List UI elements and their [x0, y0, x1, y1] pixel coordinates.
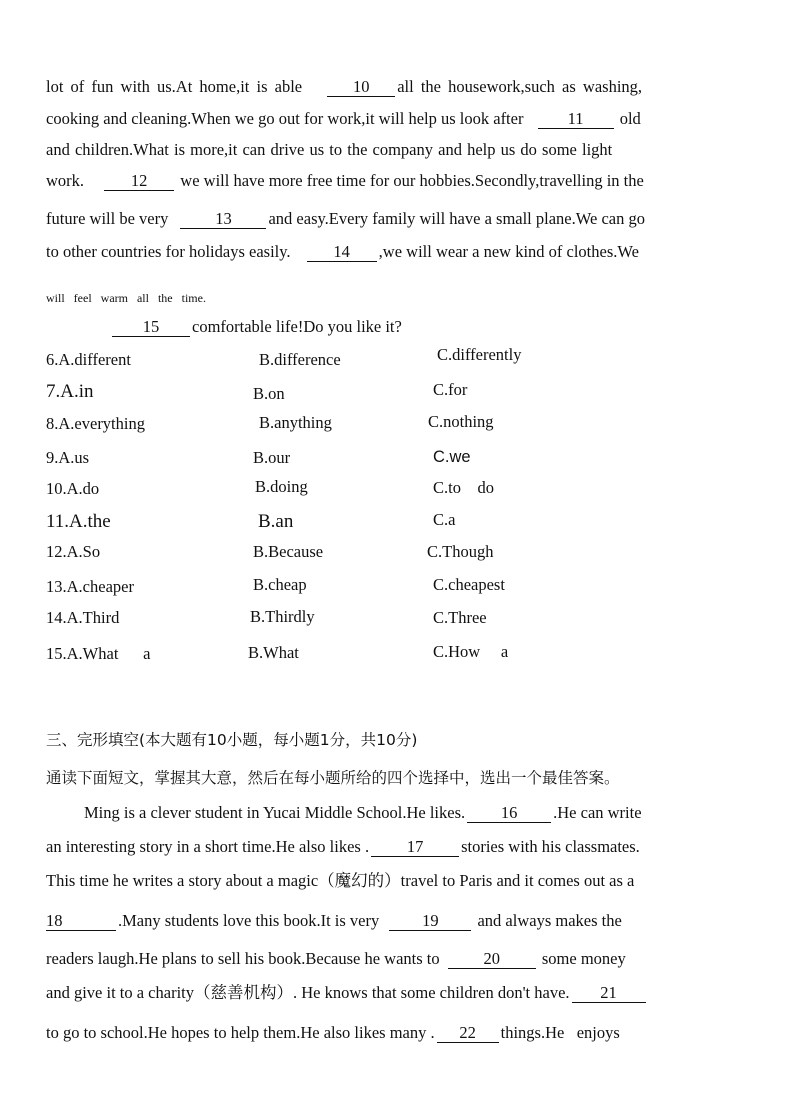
blank-18: 18	[46, 912, 116, 931]
blank-21: 21	[572, 984, 646, 1003]
blank-17: 17	[371, 838, 459, 857]
option-c: C.nothing	[428, 412, 494, 431]
passage-line	[46, 139, 612, 161]
option-c: C.to do	[433, 478, 494, 497]
option-a: 11.A.the	[46, 511, 111, 532]
text: we will have more free time for our hobbies.Secondly,travelling in the	[180, 171, 644, 190]
passage-line	[46, 170, 644, 192]
option-b: B.What	[248, 643, 299, 662]
option-b: B.Because	[253, 542, 324, 561]
option-a: 8.A.everything	[46, 414, 145, 433]
option-a: 12.A.So	[46, 542, 101, 561]
option-a: 6.A.different	[46, 350, 131, 369]
blank-20: 20	[448, 950, 536, 969]
passage-line	[46, 1022, 620, 1044]
text: and children.What is more,it can drive us to the company and help us do some light	[46, 140, 613, 159]
option-c: C.Though	[427, 542, 494, 561]
text: .Many students love this book.It is very	[118, 911, 380, 930]
option-c: C.for	[433, 380, 468, 399]
passage-line	[46, 910, 622, 932]
text: readers laugh.He plans to sell his book.Because he wants to	[46, 949, 440, 968]
text: an interesting story in a short time.He also likes .	[46, 837, 370, 856]
option-b: B.Thirdly	[250, 607, 315, 626]
section-heading: 三、完形填空(本大题有10小题，每小题1分，共10分)	[46, 731, 418, 749]
text: old	[619, 109, 641, 128]
text: .He can write	[553, 803, 642, 822]
option-a: 7.A.in	[46, 381, 94, 402]
blank-22: 22	[437, 1024, 499, 1043]
option-a: 9.A.us	[46, 448, 90, 467]
option-a: 15.A.What a	[46, 644, 151, 663]
text: and give it to a charity（慈善机构）. He knows that some children don't have.	[46, 983, 570, 1002]
blank-14: 14	[307, 243, 377, 262]
option-b: B.cheap	[253, 575, 307, 594]
blank-19: 19	[389, 912, 471, 931]
text: and easy.Every family will have a small plane.We can go	[268, 209, 645, 228]
passage-line	[84, 802, 642, 824]
option-b: B.anything	[259, 413, 332, 432]
passage-line	[46, 241, 639, 263]
passage-line	[46, 208, 645, 230]
text: all the housework,such as washing,	[397, 77, 643, 96]
text: ,we will wear a new kind of clothes.We	[378, 242, 639, 261]
option-c: C.How a	[433, 642, 509, 661]
text: stories with his classmates.	[461, 837, 640, 856]
option-b: B.on	[253, 384, 285, 403]
text: to go to school.He hopes to help them.He also likes many .	[46, 1023, 435, 1042]
passage-line	[46, 76, 642, 98]
blank-16: 16	[467, 804, 551, 823]
blank-15: 15	[112, 318, 190, 337]
passage-line	[46, 287, 206, 309]
passage-line	[46, 836, 640, 858]
option-c: C.a	[433, 510, 456, 529]
text: Ming is a clever student in Yucai Middle School.He likes.	[84, 803, 466, 822]
option-b: B.our	[253, 448, 291, 467]
option-c: C.differently	[437, 345, 522, 364]
passage-line	[46, 108, 641, 130]
passage-line	[46, 870, 634, 892]
option-a: 13.A.cheaper	[46, 577, 134, 596]
section-instruction: 通读下面短文，掌握其大意，然后在每小题所给的四个选择中，选出一个最佳答案。	[46, 769, 620, 787]
text: comfortable life!Do you like it?	[192, 317, 402, 336]
text: This time he writes a story about a magic（魔幻的）travel to Paris and it comes out as a	[46, 871, 635, 890]
option-c: C.cheapest	[433, 575, 505, 594]
option-a: 10.A.do	[46, 479, 100, 498]
text: work.	[46, 171, 85, 190]
text: to other countries for holidays easily.	[46, 242, 291, 261]
passage-line	[46, 948, 626, 970]
option-c: C.we	[433, 448, 471, 466]
option-b: B.doing	[255, 477, 308, 496]
text: cooking and cleaning.When we go out for work,it will help us look after	[46, 109, 524, 128]
option-b: B.an	[258, 511, 294, 532]
text: some money	[541, 949, 626, 968]
text: future will be very	[46, 209, 169, 228]
passage-line	[46, 982, 648, 1004]
blank-13: 13	[180, 210, 266, 229]
text: will feel warm all the time.	[46, 291, 206, 305]
blank-10: 10	[327, 78, 395, 97]
blank-11: 11	[538, 110, 614, 129]
text: things.He enjoys	[500, 1023, 620, 1042]
blank-12: 12	[104, 172, 174, 191]
option-b: B.difference	[259, 350, 341, 369]
text: lot of fun with us.At home,it is able	[46, 77, 303, 96]
option-a: 14.A.Third	[46, 608, 120, 627]
option-c: C.Three	[433, 608, 487, 627]
passage-line	[110, 316, 402, 338]
text: and always makes the	[477, 911, 622, 930]
